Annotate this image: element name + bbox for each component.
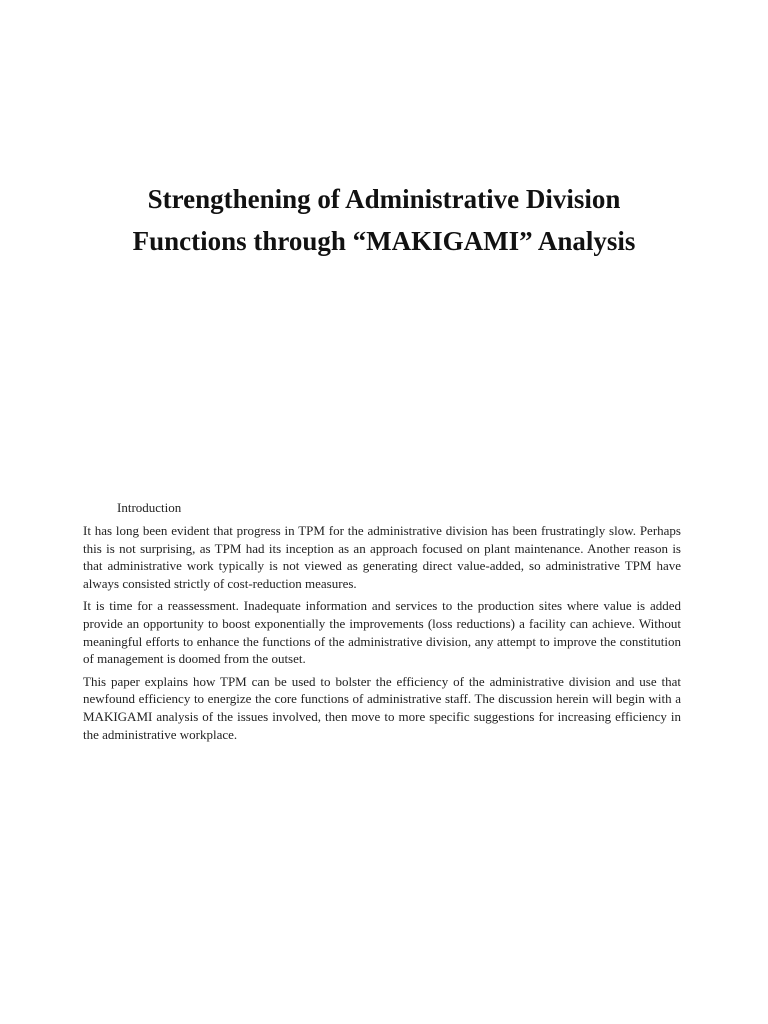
document-title [0, 178, 768, 262]
title-line-2: Functions through “MAKIGAMI” Analysis [132, 226, 636, 256]
section-heading-introduction: Introduction [117, 500, 182, 515]
body-text [83, 522, 681, 748]
paragraph-2: It is time for a reassessment. Inadequate information and services to the production sites where value is added provide an opportunity to boost exponentially the improvements (loss reductions) a facility can achieve. Without meaningful efforts to enhance the functions of the administrative division, any attempt to improve the constitution of management is doomed from the outset. [83, 598, 681, 667]
paragraph-3: This paper explains how TPM can be used to bolster the efficiency of the administrative division and use that newfound efficiency to energize the core functions of administrative staff. The discussion herein will begin with a MAKIGAMI analysis of the issues involved, then move to more specific suggestions for increasing efficiency in the administrative workplace. [83, 673, 681, 742]
paragraph-1: It has long been evident that progress in TPM for the administrative division has been frustratingly slow. Perhaps this is not surprising, as TPM had its inception as an approach focused on plant maintenance. Another reason is that administrative work typically is not viewed as generating direct value-added, so administrative TPM have always consisted strictly of cost-reduction measures. [83, 523, 681, 591]
title-line-1: Strengthening of Administrative Division [147, 184, 621, 214]
